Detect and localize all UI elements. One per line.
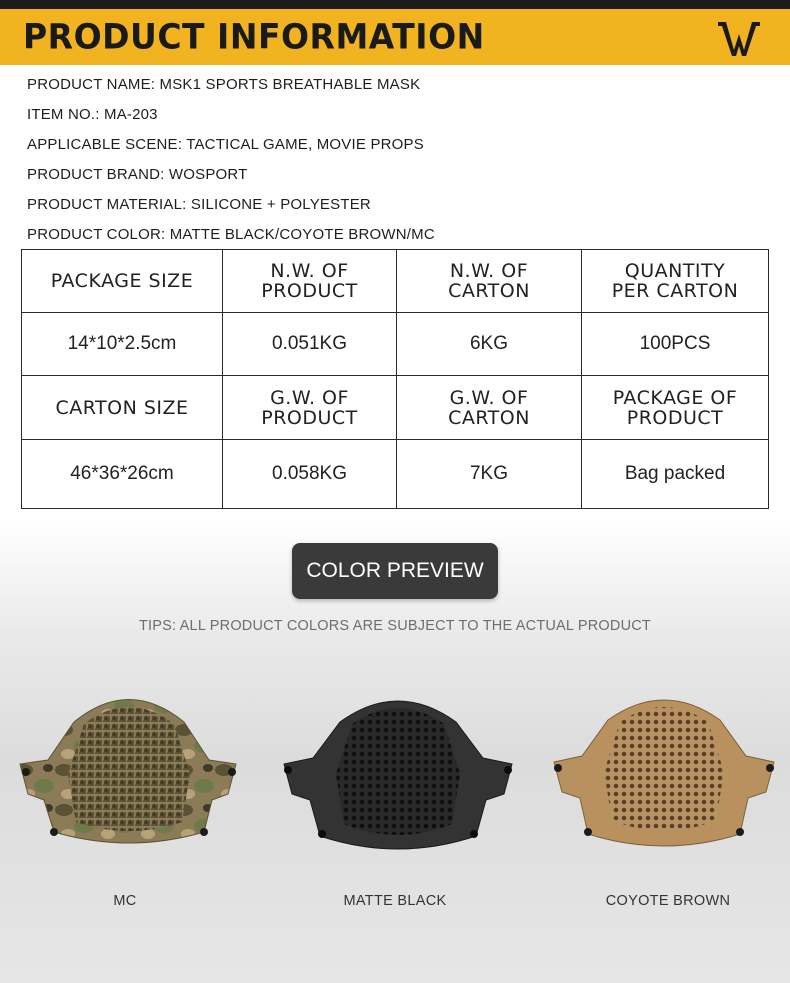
mask-label-coyote-brown: COYOTE BROWN — [605, 893, 731, 909]
spec-header-cell: PACKAGE SIZE — [22, 250, 223, 313]
top-dark-strip — [0, 0, 790, 9]
header-banner — [0, 9, 790, 65]
spec-table — [21, 249, 769, 509]
spec-header-row — [22, 250, 769, 313]
info-product-name: PRODUCT NAME: MSK1 SPORTS BREATHABLE MASK — [27, 76, 421, 93]
mask-matte-black-image — [278, 686, 518, 876]
spec-value-cell: 7KG — [397, 440, 582, 509]
mask-coyote-brown-image — [548, 686, 780, 876]
info-product-material: PRODUCT MATERIAL: SILICONE + POLYESTER — [27, 196, 371, 213]
spec-value-cell: 46*36*26cm — [22, 440, 223, 509]
info-applicable-scene: APPLICABLE SCENE: TACTICAL GAME, MOVIE PROPS — [27, 136, 424, 153]
spec-value-cell: 100PCS — [582, 313, 769, 376]
info-product-brand: PRODUCT BRAND: WOSPORT — [27, 166, 248, 183]
spec-value-cell: Bag packed — [582, 440, 769, 509]
spec-header-cell: N.W. OF CARTON — [397, 250, 582, 313]
page-title: PRODUCT INFORMATION — [23, 16, 485, 57]
spec-header-cell: G.W. OF CARTON — [397, 376, 582, 440]
color-preview-button[interactable]: COLOR PREVIEW — [292, 543, 498, 599]
spec-value-cell: 14*10*2.5cm — [22, 313, 223, 376]
spec-header-cell: QUANTITY PER CARTON — [582, 250, 769, 313]
spec-value-row — [22, 440, 769, 509]
info-product-color: PRODUCT COLOR: MATTE BLACK/COYOTE BROWN/MC — [27, 226, 435, 243]
info-item-no: ITEM NO.: MA-203 — [27, 106, 158, 123]
spec-header-row — [22, 376, 769, 440]
spec-header-cell: N.W. OF PRODUCT — [223, 250, 397, 313]
spec-value-cell: 0.058KG — [223, 440, 397, 509]
tips-text: TIPS: ALL PRODUCT COLORS ARE SUBJECT TO THE ACTUAL PRODUCT — [139, 618, 651, 634]
mask-label-mc: MC — [113, 893, 137, 909]
mask-label-matte-black: MATTE BLACK — [343, 893, 447, 909]
spec-header-cell: G.W. OF PRODUCT — [223, 376, 397, 440]
spec-value-row — [22, 313, 769, 376]
spec-header-cell: PACKAGE OF PRODUCT — [582, 376, 769, 440]
spec-value-cell: 0.051KG — [223, 313, 397, 376]
mask-mc-image — [14, 682, 244, 872]
w-brand-logo-icon — [716, 20, 762, 58]
spec-header-cell: CARTON SIZE — [22, 376, 223, 440]
spec-value-cell: 6KG — [397, 313, 582, 376]
